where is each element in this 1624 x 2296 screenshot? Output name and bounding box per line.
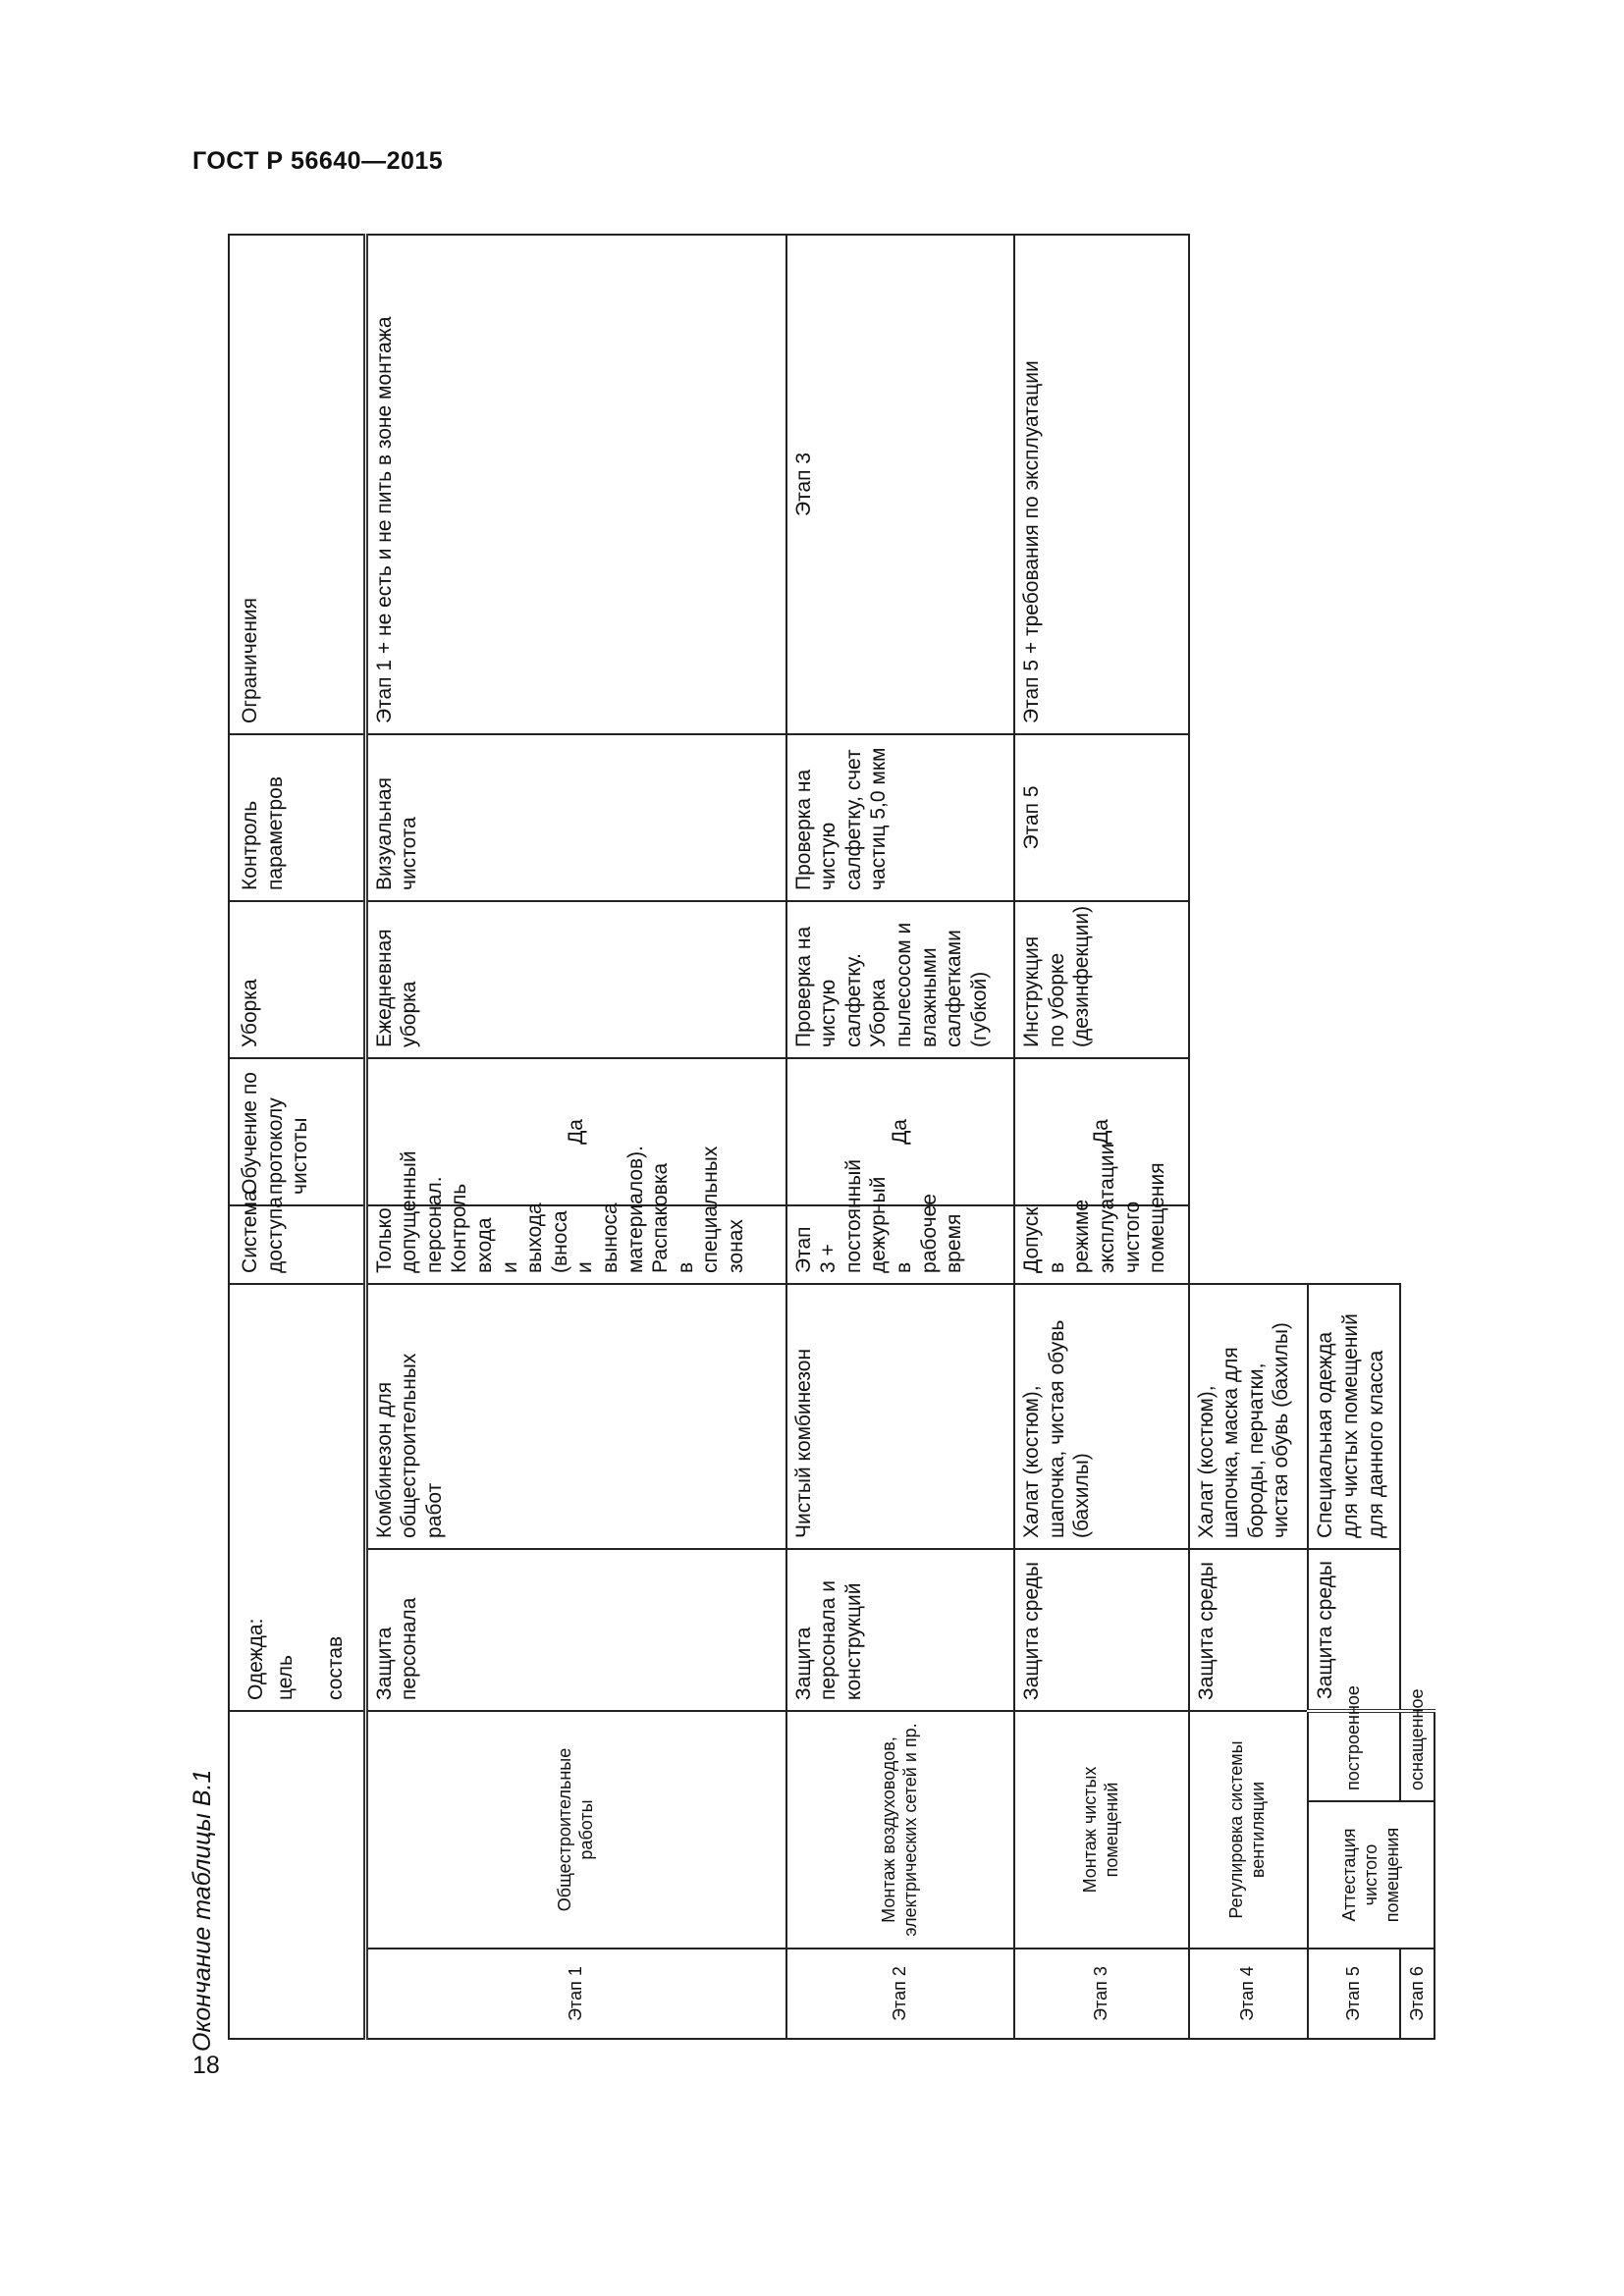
stage-row xyxy=(1014,235,1188,2039)
training-cell-4: Да xyxy=(786,1058,1015,1205)
clothing-goal-4: Защита среды xyxy=(1020,1561,1044,1700)
access-cell-6: Допуск в режиме эксплуатации чистого помещения xyxy=(1014,1205,1188,1284)
stage-row xyxy=(1189,235,1309,2039)
clothing-heading: Одежда: xyxy=(244,1618,267,1700)
training-row-label: Обучение по протоколу чистоты xyxy=(229,1058,365,1205)
criteria-label-row xyxy=(229,235,365,2039)
clothing-composition-3: Чистый комбинезон xyxy=(791,1348,815,1538)
control-row-label: Контроль параметров xyxy=(229,734,365,901)
stage-row xyxy=(1308,235,1400,2039)
rotated-table-wrapper xyxy=(228,234,1435,2040)
stage-row xyxy=(786,235,1015,2039)
clothing-goal-cell xyxy=(1189,1549,1309,1711)
stage-row xyxy=(1400,235,1435,2039)
stage-6-header: Этап 6 xyxy=(1400,1949,1435,2039)
clothing-composition-5: Халат (костюм), шапочка, маска для бороды, перчатки, чистая обувь (бахилы) xyxy=(1194,1322,1293,1538)
control-cell-6: Этап 5 xyxy=(1014,734,1188,901)
clothing-row-label xyxy=(229,1284,365,1711)
clothing-composition-cell xyxy=(1308,1284,1400,1549)
stage-2-header: Этап 2 xyxy=(786,1949,1015,2039)
stage-5-header: Этап 5 xyxy=(1308,1949,1400,2039)
cleaning-cell-2: Ежедневная уборка xyxy=(365,901,786,1058)
clothing-composition-cell xyxy=(365,1284,786,1549)
clothing-goal-label: цель xyxy=(273,1655,297,1700)
standard-header: ГОСТ Р 56640—2015 xyxy=(192,147,444,175)
clothing-goal-cell xyxy=(786,1549,1015,1711)
clothing-composition-cell xyxy=(1014,1284,1188,1549)
clothing-composition-4: Халат (костюм), шапочка, чистая обувь (бахилы) xyxy=(1020,1319,1094,1538)
limits-cell-4: Этап 3 xyxy=(786,235,1015,734)
control-cell-2: Визуальная чистота xyxy=(365,734,786,901)
stage-4-header: Этап 4 xyxy=(1189,1949,1309,2039)
clothing-composition-cell xyxy=(786,1284,1015,1549)
table-continuation-caption: Окончание таблицы В.1 xyxy=(189,1769,216,2052)
stage-2-description: Монтаж воздуховодов, электрических сетей и пр. xyxy=(786,1711,1015,1949)
clothing-composition-2: Комбинезон для общестроительных работ xyxy=(372,1353,446,1538)
stage-3-header: Этап 3 xyxy=(1014,1949,1188,2039)
clothing-composition-6: Специальная одежда для чистых помещений для данного класса xyxy=(1314,1313,1387,1538)
cleaning-row-label: Уборка xyxy=(229,901,365,1058)
stage-row xyxy=(365,235,786,2039)
page-number: 18 xyxy=(192,2052,220,2079)
cleaning-cell-6: Инструкция по уборке (дезинфекции) xyxy=(1014,901,1188,1058)
clothing-composition-label: состав xyxy=(324,1635,348,1700)
clothing-goal-5: Защита среды xyxy=(1194,1561,1218,1700)
stage-3-description: Монтаж чистых помещений xyxy=(1014,1711,1188,1949)
stage-5-6-description: Аттестация чистого помещения xyxy=(1308,1801,1435,1949)
training-cell-2: Да xyxy=(365,1058,786,1205)
cleaning-cell-4: Проверка на чистую салфетку. Уборка пылесосом и влажными салфетками (губкой) xyxy=(786,901,1015,1058)
clothing-goal-2: Защита персонала xyxy=(372,1597,421,1700)
clothing-composition-cell xyxy=(1189,1284,1309,1549)
limits-cell-2: Этап 1 + не есть и не пить в зоне монтажа xyxy=(365,235,786,734)
cleanroom-stages-table xyxy=(228,234,1435,2040)
stage-4-description: Регулировка системы вентиляции xyxy=(1189,1711,1309,1949)
access-cell-2: Только допущенный персонал. Контроль входа и выхода (вноса и выноса материалов). Распаковка в специальных зонах xyxy=(365,1205,786,1284)
control-cell-4: Проверка на чистую салфетку, счет частиц 5,0 мкм xyxy=(786,734,1015,901)
clothing-goal-3: Защита персонала и конструкций xyxy=(791,1580,865,1700)
clothing-goal-6: Защита среды xyxy=(1314,1560,1337,1699)
training-cell-6: Да xyxy=(1014,1058,1188,1205)
stage-1-description: Общестроительные работы xyxy=(365,1711,786,1949)
stage-5-sub-description: построенное xyxy=(1308,1711,1400,1801)
limits-cell-6: Этап 5 + требования по эксплуатации xyxy=(1014,235,1188,734)
limits-row-label: Ограничения xyxy=(229,235,365,734)
clothing-goal-cell xyxy=(1014,1549,1188,1711)
access-cell-4: Этап 3 + постоянный дежурный в рабочее время xyxy=(786,1205,1015,1284)
corner-cell xyxy=(229,1711,365,2039)
access-row-label: Система доступа xyxy=(229,1205,365,1284)
stage-6-sub-description: оснащенное xyxy=(1400,1711,1435,1801)
stage-1-header: Этап 1 xyxy=(365,1949,786,2039)
clothing-goal-cell xyxy=(365,1549,786,1711)
